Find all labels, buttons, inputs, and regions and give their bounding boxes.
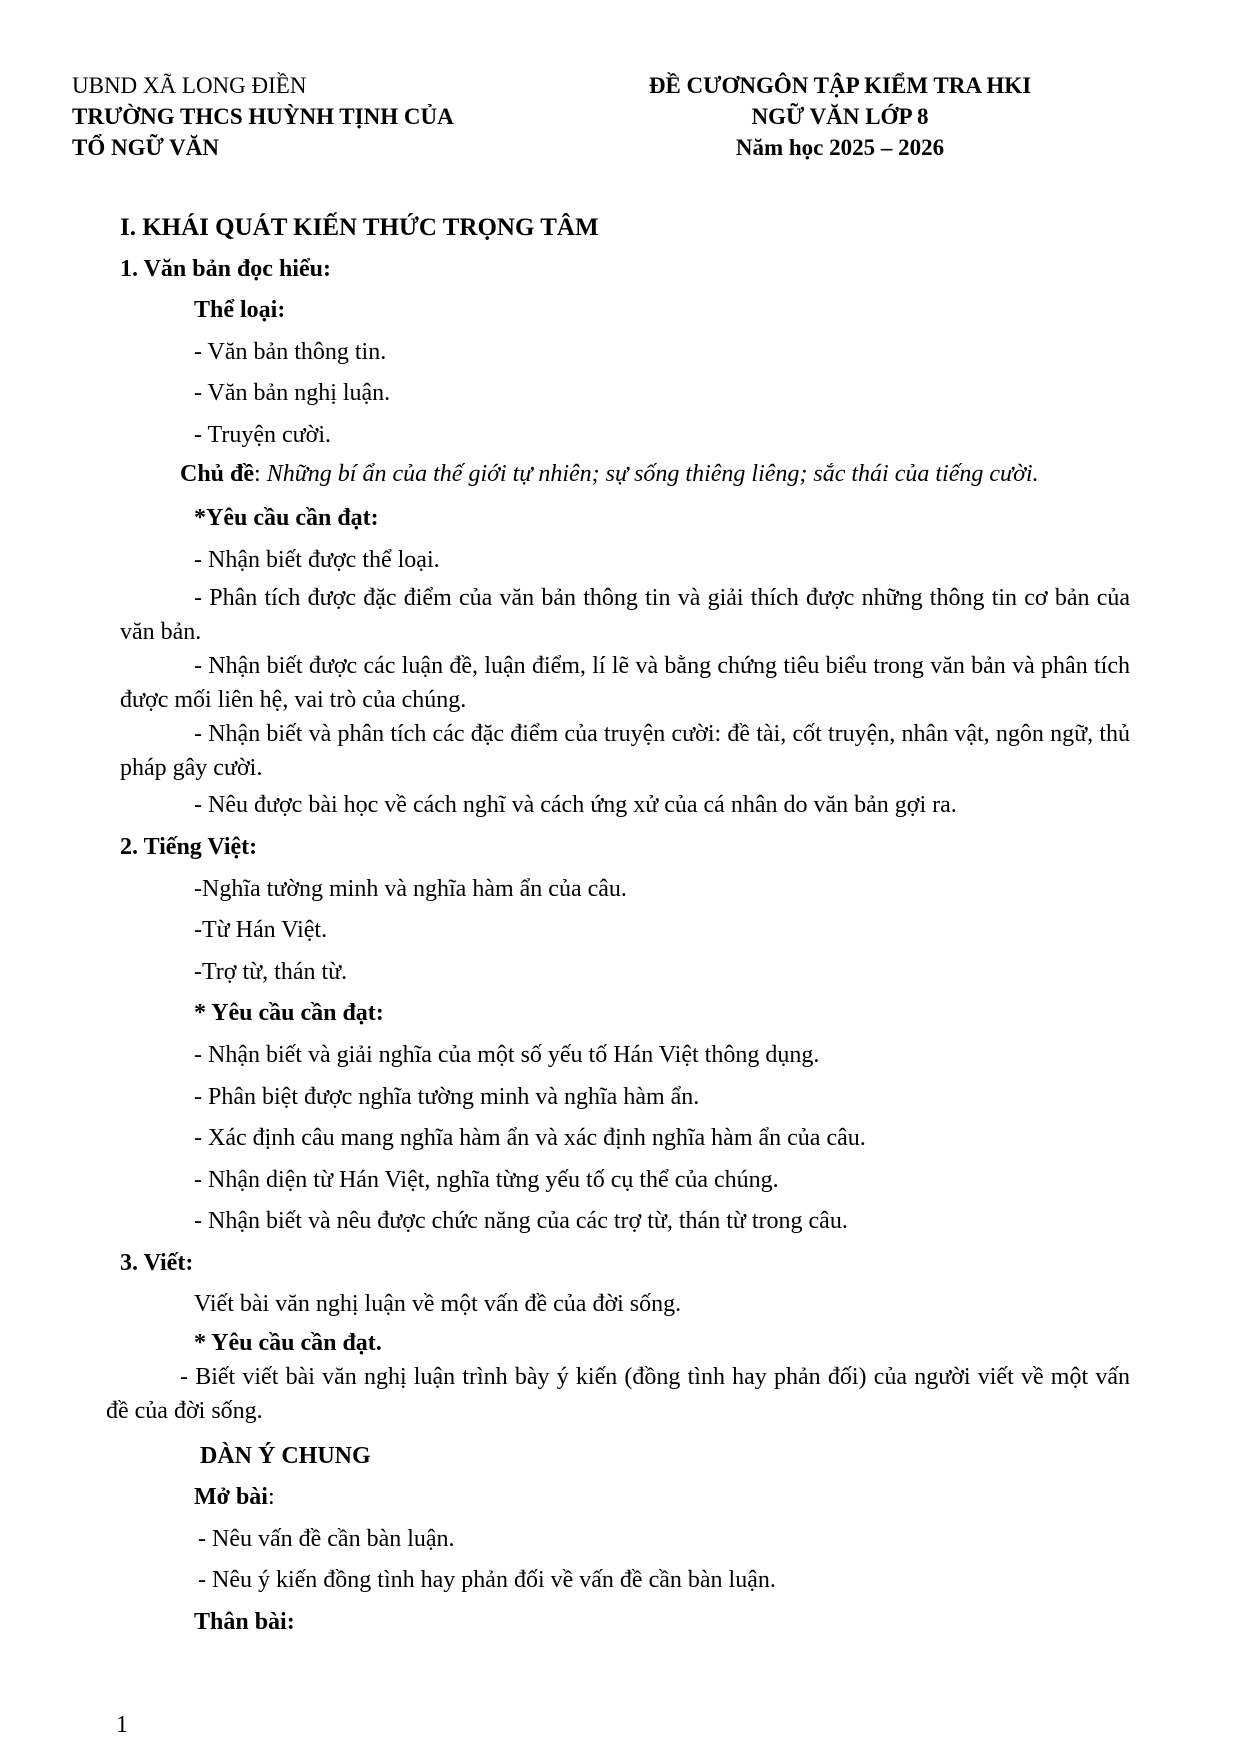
list-item: - Nhận biết và nêu được chức năng của các trợ từ, thán từ trong câu. — [194, 1208, 848, 1235]
list-item: -Trợ từ, thán từ. — [194, 958, 348, 985]
requirements-label: * Yêu cầu cần đạt: — [194, 1000, 384, 1027]
list-item: -Nghĩa tường minh và nghĩa hàm ẩn của câu. — [194, 875, 627, 902]
header-left — [72, 70, 454, 163]
subject-title: NGỮ VĂN LỚP 8 — [751, 104, 929, 129]
header-right — [620, 70, 1060, 163]
intro-label: Mở bài — [194, 1484, 268, 1511]
list-item: - Phân tích được đặc điểm của văn bản thông tin và giải thích được những thông tin cơ bản của văn bản. — [120, 585, 1130, 646]
list-item: - Xác định câu mang nghĩa hàm ẩn và xác định nghĩa hàm ẩn của câu. — [194, 1125, 866, 1152]
writing-task: Viết bài văn nghị luận về một vấn đề của đời sống. — [194, 1291, 682, 1318]
list-item: - Nêu vấn đề cần bàn luận. — [198, 1525, 455, 1552]
intro-heading: Mở bài: — [194, 1484, 275, 1511]
list-item: - Nêu ý kiến đồng tình hay phản đối về vấn đề cần bàn luận. — [198, 1567, 776, 1594]
theme-paragraph: Chủ đề: Những bí ẩn của thế giới tự nhiên; sự sống thiêng liêng; sắc thái của tiếng cười. — [180, 460, 1039, 487]
body-label: Thân bài: — [194, 1609, 295, 1636]
theme-label: Chủ đề — [180, 460, 255, 487]
school-year: Năm học 2025 – 2026 — [735, 135, 945, 160]
list-item: - Biết viết bài văn nghị luận trình bày ý kiến (đồng tình hay phản đối) của người viết về một vấn đề của đời sống. — [106, 1364, 1130, 1425]
requirements-label: *Yêu cầu cần đạt: — [194, 505, 379, 532]
department-name: TỔ NGỮ VĂN — [72, 135, 219, 160]
list-item: - Nhận diện từ Hán Việt, nghĩa từng yếu tố cụ thể của chúng. — [194, 1166, 779, 1193]
theme-text: Những bí ẩn của thế giới tự nhiên; sự sống thiêng liêng; sắc thái của tiếng cười. — [266, 460, 1039, 487]
outline-title: DÀN Ý CHUNG — [200, 1442, 371, 1469]
requirements-label: * Yêu cầu cần đạt. — [194, 1330, 382, 1357]
document-body — [106, 207, 1130, 1644]
list-item: - Văn bản thông tin. — [194, 338, 387, 365]
subsection-vietnamese-title: 2. Tiếng Việt: — [120, 833, 258, 860]
list-item: - Nhận biết được các luận đề, luận điểm, lí lẽ và bằng chứng tiêu biểu trong văn bản và phân tích được mối liên hệ, vai trò của chúng. — [120, 653, 1130, 714]
list-item: - Văn bản nghị luận. — [194, 380, 391, 407]
list-item: - Nhận biết được thể loại. — [194, 546, 440, 573]
genre-label: Thể loại: — [194, 297, 286, 324]
list-item: - Nhận biết và phân tích các đặc điểm của truyện cười: đề tài, cốt truyện, nhân vật, ngôn ngữ, thủ pháp gây cười. — [120, 721, 1130, 782]
document-title: ĐỀ CƯƠNGÔN TẬP KIỂM TRA HKI — [648, 73, 1032, 98]
subsection-reading-title: 1. Văn bản đọc hiểu: — [120, 255, 331, 282]
list-item: -Từ Hán Việt. — [194, 917, 328, 944]
list-item: - Nêu được bài học về cách nghĩ và cách ứng xử của cá nhân do văn bản gợi ra. — [194, 792, 957, 819]
section-title: I. KHÁI QUÁT KIẾN THỨC TRỌNG TÂM — [120, 214, 599, 241]
school-name: TRƯỜNG THCS HUỲNH TỊNH CỦA — [72, 104, 454, 129]
page-number: 1 — [116, 1712, 128, 1738]
district-name: UBND XÃ LONG ĐIỀN — [72, 73, 307, 98]
list-item: - Nhận biết và giải nghĩa của một số yếu tố Hán Việt thông dụng. — [194, 1041, 820, 1068]
list-item: - Truyện cười. — [194, 421, 332, 448]
subsection-writing-title: 3. Viết: — [120, 1249, 194, 1276]
list-item: - Phân biệt được nghĩa tường minh và nghĩa hàm ẩn. — [194, 1083, 700, 1110]
